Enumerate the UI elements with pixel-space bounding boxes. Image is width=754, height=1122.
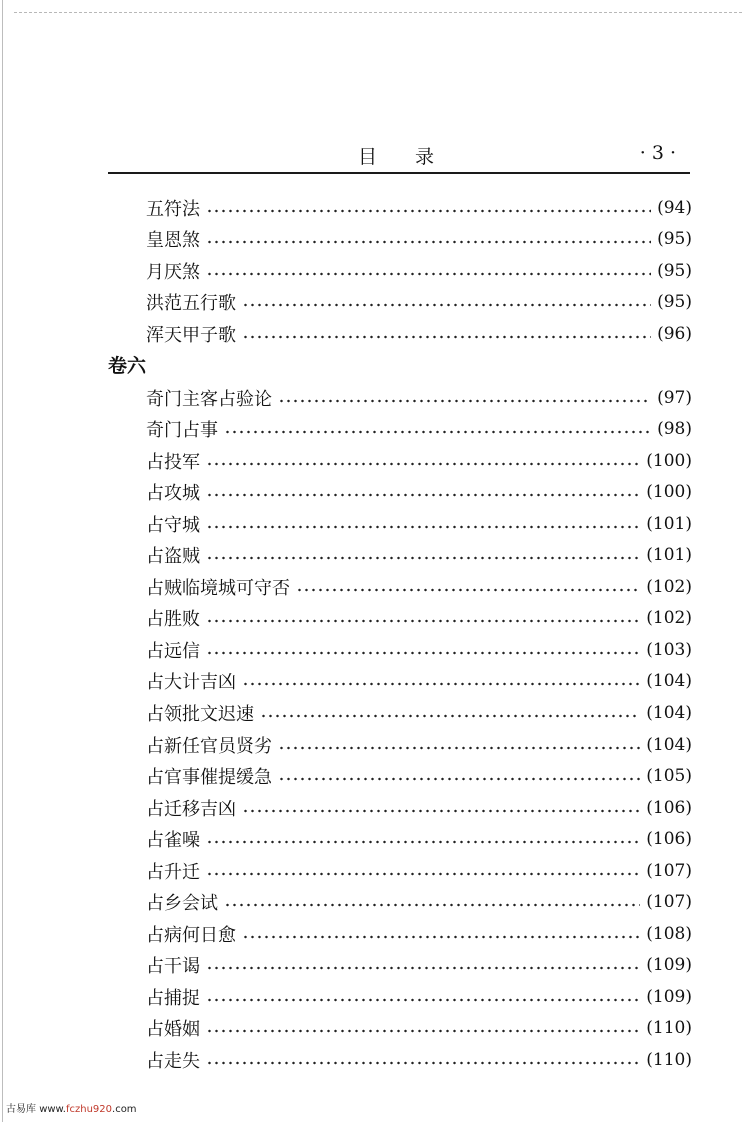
toc-entry-page: (101) [646, 545, 692, 566]
toc-entry-title: 洪范五行歌 [146, 293, 236, 315]
toc-entry[interactable] [146, 634, 692, 666]
toc-entry-page: (107) [646, 860, 692, 881]
toc-dot-leader [278, 397, 651, 405]
toc-entry-page: (100) [646, 450, 692, 471]
toc-entry-title: 占守城 [146, 514, 200, 536]
toc-entry[interactable] [146, 476, 692, 508]
toc-entry-title: 占官事催提缓急 [146, 767, 272, 789]
toc-dot-leader [260, 712, 640, 720]
toc-dot-leader [206, 996, 640, 1004]
toc-entry-page: (104) [646, 734, 692, 755]
header-divider [108, 172, 690, 174]
toc-entry-page: (98) [657, 419, 692, 440]
toc-entry-page: (109) [646, 986, 692, 1007]
watermark-footer [6, 1100, 137, 1115]
toc-entry-page: (109) [646, 955, 692, 976]
toc-entry-title: 月厌煞 [146, 261, 200, 283]
toc-entry[interactable] [146, 1044, 692, 1076]
toc-dot-leader [206, 460, 640, 468]
toc-entry-title: 占远信 [146, 640, 200, 662]
toc-entry[interactable] [146, 571, 692, 603]
toc-entry-title: 占干谒 [146, 956, 200, 978]
toc-entry[interactable] [146, 255, 692, 287]
toc-entry-page: (108) [646, 923, 692, 944]
toc-entry-title: 占走失 [146, 1050, 200, 1072]
toc-entry-page: (95) [657, 229, 692, 250]
toc-entry-page: (105) [646, 766, 692, 787]
toc-dot-leader [206, 870, 640, 878]
toc-entry-title: 占大计吉凶 [146, 672, 236, 694]
toc-entry-title: 占乡会试 [146, 893, 218, 915]
toc-dot-leader [206, 617, 640, 625]
toc-entry[interactable] [146, 224, 692, 256]
toc-dot-leader [296, 586, 640, 594]
toc-entry-title: 占婚姻 [146, 1019, 200, 1041]
toc-dot-leader [242, 333, 651, 341]
toc-dot-leader [206, 238, 651, 246]
toc-entry-page: (94) [657, 197, 692, 218]
toc-entry-title: 占投军 [146, 451, 200, 473]
toc-dot-leader [206, 491, 640, 499]
toc-entry-title: 占新任官员贤劣 [146, 735, 272, 757]
toc-entry-title: 占贼临境城可守否 [146, 577, 290, 599]
toc-entry-page: (106) [646, 829, 692, 850]
toc-entry[interactable] [146, 950, 692, 982]
toc-entry[interactable] [146, 666, 692, 698]
toc-dot-leader [206, 1059, 640, 1067]
toc-entry[interactable] [146, 539, 692, 571]
toc-entry[interactable] [146, 603, 692, 635]
toc-dot-leader [224, 428, 651, 436]
toc-entry-title: 占捕捉 [146, 987, 200, 1009]
toc-dot-leader [242, 301, 651, 309]
toc-entry[interactable] [146, 508, 692, 540]
toc-entry[interactable] [146, 413, 692, 445]
toc-dot-leader [206, 270, 651, 278]
toc-entry-page: (106) [646, 797, 692, 818]
toc-dot-leader [242, 807, 640, 815]
toc-dot-leader [206, 838, 640, 846]
toc-dot-leader [224, 901, 640, 909]
toc-entry-page: (102) [646, 576, 692, 597]
toc-entry[interactable] [146, 729, 692, 761]
toc-entry-page: (102) [646, 608, 692, 629]
toc-dot-leader [278, 775, 640, 783]
toc-entry-page: (97) [657, 387, 692, 408]
toc-entry[interactable] [146, 760, 692, 792]
toc-entry-title: 奇门占事 [146, 420, 218, 442]
toc-entry-page: (101) [646, 513, 692, 534]
toc-entry-title: 占领批文迟速 [146, 703, 254, 725]
toc-entry-title: 占攻城 [146, 483, 200, 505]
toc-entry[interactable] [146, 697, 692, 729]
section-heading: 卷六 [108, 354, 147, 377]
toc-entry-page: (104) [646, 671, 692, 692]
toc-dot-leader [206, 554, 640, 562]
page-number: · 3 · [639, 142, 676, 164]
toc-entry[interactable] [146, 855, 692, 887]
toc-entry-page: (103) [646, 639, 692, 660]
toc-entry[interactable] [146, 823, 692, 855]
footer-site-name: 古易库 [6, 1104, 36, 1115]
footer-url-prefix: www. [39, 1104, 66, 1115]
table-of-contents [108, 192, 692, 1076]
toc-entry-page: (100) [646, 482, 692, 503]
top-scan-rule [14, 12, 742, 13]
toc-dot-leader [206, 1027, 640, 1035]
toc-dot-leader [206, 649, 640, 657]
toc-entry[interactable] [146, 918, 692, 950]
toc-entry[interactable] [146, 886, 692, 918]
page-header [108, 140, 690, 174]
toc-entry-page: (95) [657, 292, 692, 313]
toc-dot-leader [206, 964, 640, 972]
toc-entry[interactable] [146, 1013, 692, 1045]
toc-entry-page: (107) [646, 892, 692, 913]
toc-entry[interactable] [146, 382, 692, 414]
toc-entry-title: 占升迁 [146, 861, 200, 883]
toc-entry-page: (110) [646, 1049, 692, 1070]
toc-entry-title: 五符法 [146, 198, 200, 220]
toc-entry-title: 占盗贼 [146, 546, 200, 568]
toc-entry-page: (95) [657, 260, 692, 281]
toc-entry-page: (110) [646, 1018, 692, 1039]
toc-entry-page: (104) [646, 702, 692, 723]
page-title: 目录 [358, 146, 473, 168]
toc-entry-title: 浑天甲子歌 [146, 324, 236, 346]
toc-entry-title: 占迁移吉凶 [146, 798, 236, 820]
toc-entry[interactable] [146, 192, 692, 224]
toc-entry-title: 奇门主客占验论 [146, 388, 272, 410]
toc-entry[interactable] [146, 445, 692, 477]
toc-entry[interactable] [146, 287, 692, 319]
toc-dot-leader [242, 933, 640, 941]
footer-url-suffix: .com [112, 1104, 137, 1115]
toc-entry-title: 皇恩煞 [146, 230, 200, 252]
toc-dot-leader [206, 207, 651, 215]
toc-entry-page: (96) [657, 323, 692, 344]
toc-entry-title: 占病何日愈 [146, 924, 236, 946]
toc-entry[interactable] [146, 318, 692, 350]
toc-dot-leader [278, 744, 640, 752]
footer-url-domain: fczhu920 [65, 1104, 113, 1115]
toc-dot-leader [242, 680, 640, 688]
toc-entry-title: 占胜败 [146, 609, 200, 631]
toc-entry-title: 占雀噪 [146, 830, 200, 852]
toc-entry[interactable] [146, 792, 692, 824]
toc-entry[interactable] [146, 981, 692, 1013]
toc-dot-leader [206, 523, 640, 531]
page-left-edge [2, 0, 3, 1122]
